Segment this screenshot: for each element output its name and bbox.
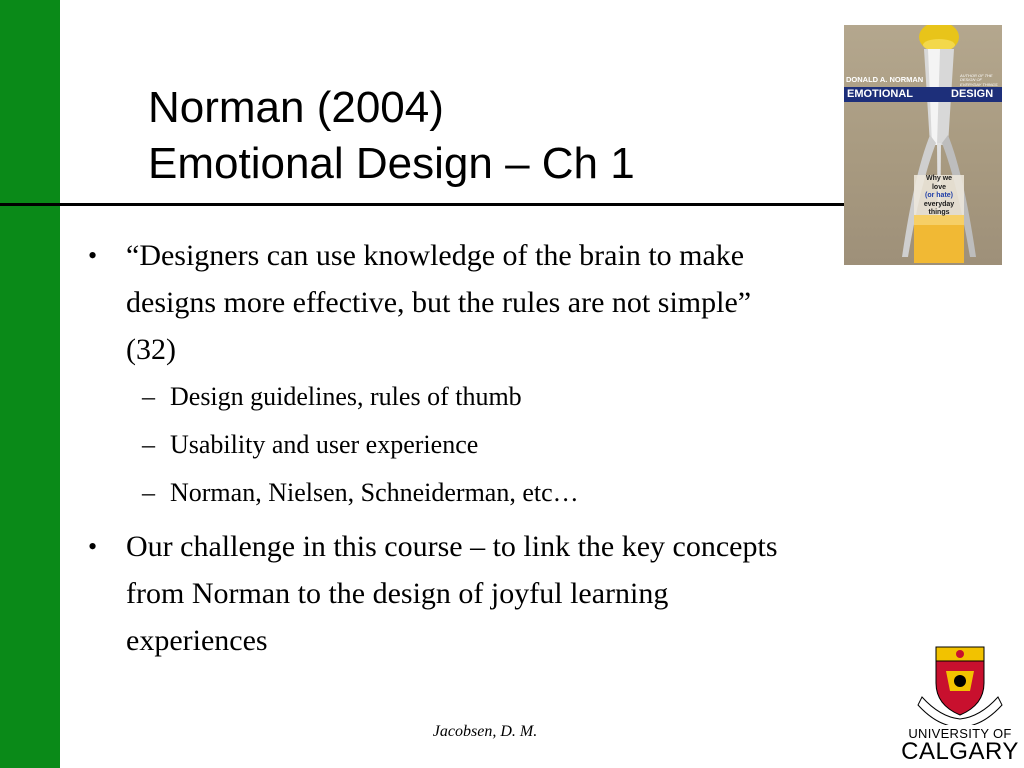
bullet-dot-icon: • <box>88 241 98 270</box>
slide-title <box>148 80 635 192</box>
bullet-item <box>88 232 788 373</box>
title-line-2: Emotional Design – Ch 1 <box>148 139 635 188</box>
university-logo <box>900 643 1020 768</box>
cover-tag-line: everyday <box>923 200 955 208</box>
sub-bullet-item <box>88 379 788 415</box>
bullet-dot-icon: • <box>88 532 98 561</box>
cover-tag-line: (or hate) <box>925 192 953 199</box>
cover-tagline <box>915 175 963 218</box>
bullet-text: Our challenge in this course – to link the key concepts from Norman to the design of joyful learning experiences <box>126 530 778 657</box>
cover-title-left: EMOTIONAL <box>847 88 913 100</box>
cover-tag-line: things <box>928 209 950 216</box>
cover-note: AUTHOR OF THE DESIGN OF EVERYDAY THINGS <box>960 73 998 87</box>
sub-bullet-item <box>88 475 788 511</box>
bullet-item <box>88 523 788 664</box>
bullet-text: “Designers can use knowledge of the brain to make designs more effective, but the rules are not simple” (32) <box>126 239 752 366</box>
dash-icon: – <box>142 430 155 459</box>
dash-icon: – <box>142 382 155 411</box>
title-line-1: Norman (2004) <box>148 83 444 132</box>
juicer-illustration <box>844 25 1002 265</box>
logo-line-2: CALGARY <box>901 738 1019 765</box>
cover-title-right: DESIGN <box>951 88 994 100</box>
footer-author: Jacobsen, D. M. <box>432 723 538 740</box>
sub-bullet-item <box>88 427 788 463</box>
bullet-list <box>88 232 788 667</box>
sub-bullet-text: Design guidelines, rules of thumb <box>170 382 522 411</box>
sub-bullet-text: Usability and user experience <box>170 430 479 459</box>
cover-author: DONALD A. NORMAN <box>846 75 924 84</box>
left-accent-bar <box>0 0 60 768</box>
cover-tag-line: love <box>931 183 946 191</box>
logo-line-1: UNIVERSITY OF <box>908 726 1012 741</box>
dash-icon: – <box>142 478 155 507</box>
cover-tag-line: Why we <box>925 175 953 182</box>
title-divider <box>0 203 850 206</box>
sub-bullet-text: Norman, Nielsen, Schneiderman, etc… <box>170 478 579 507</box>
crest-icon <box>900 643 1020 725</box>
book-cover-image <box>844 25 1002 265</box>
